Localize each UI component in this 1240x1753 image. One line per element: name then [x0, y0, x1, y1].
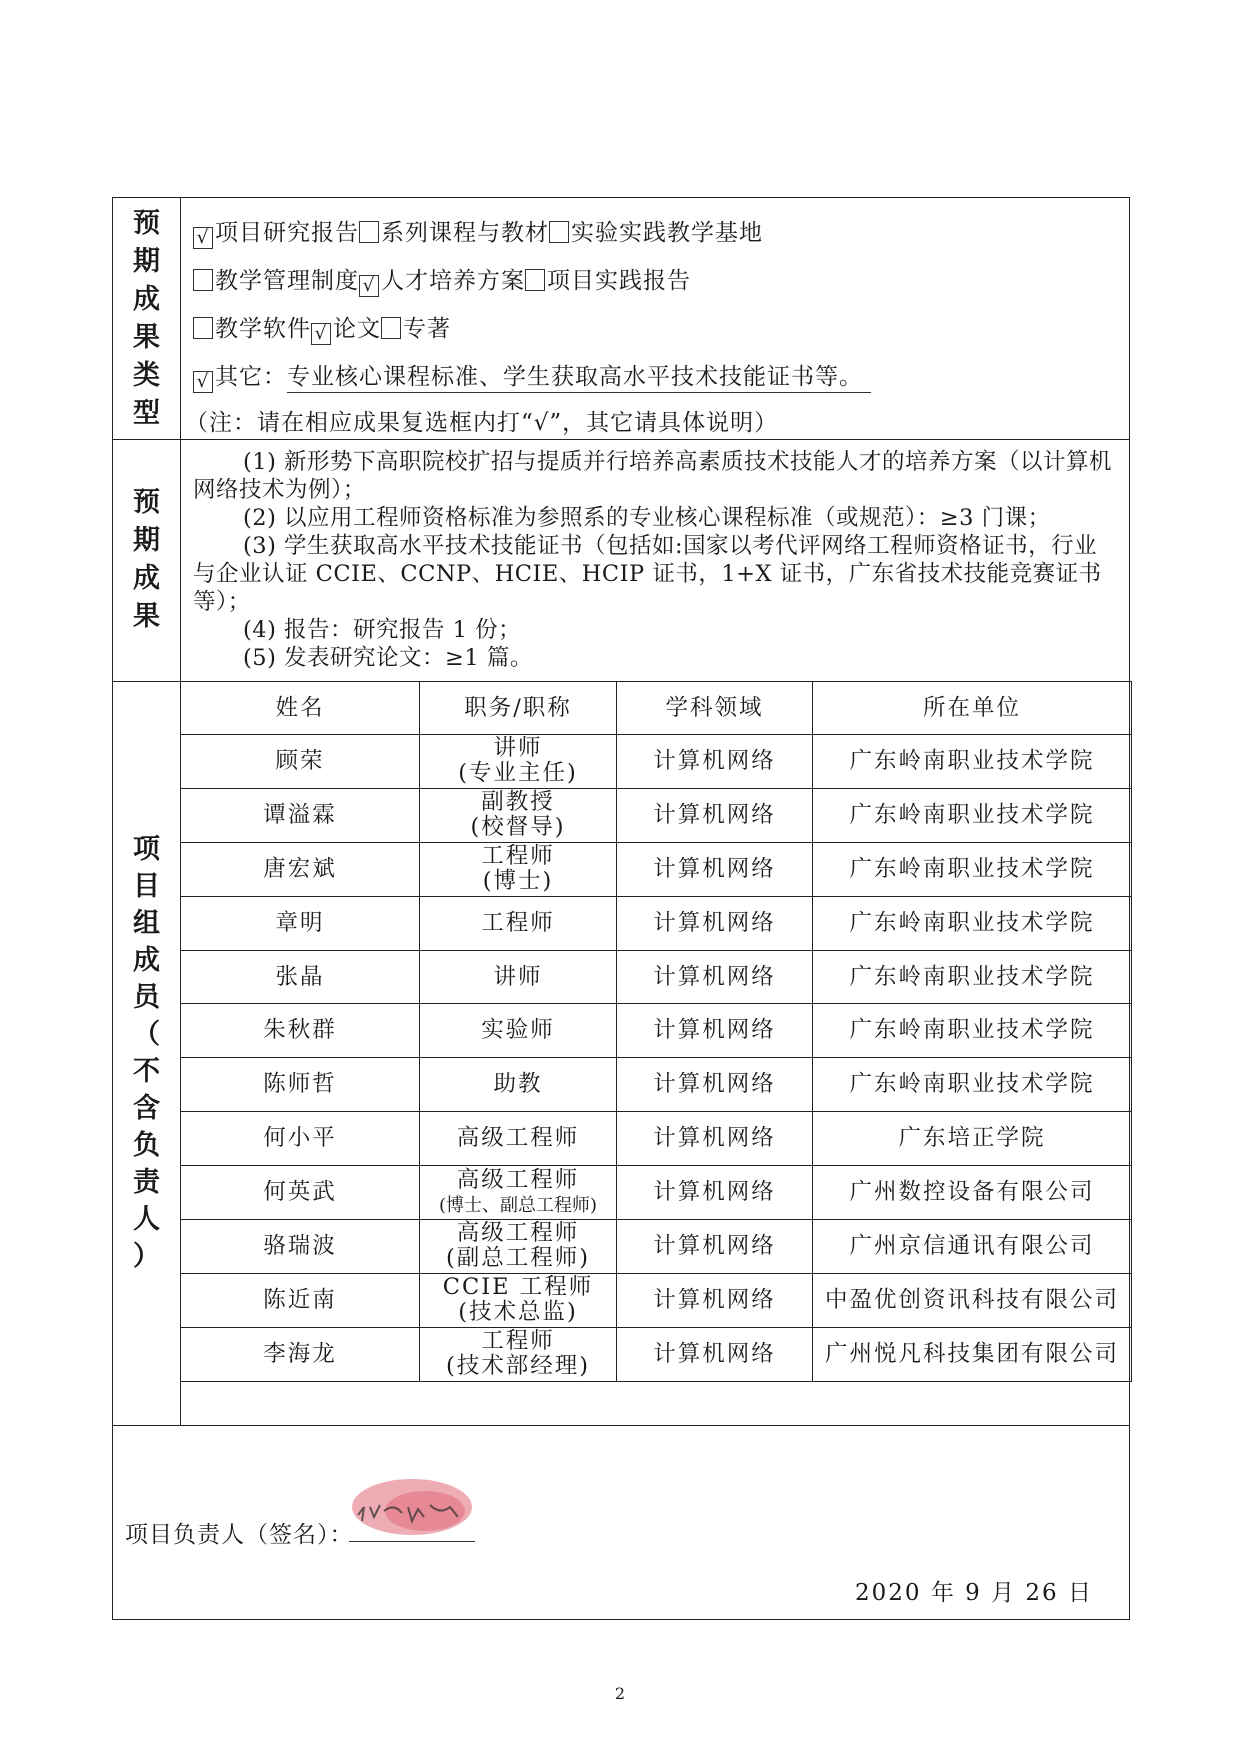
table-row — [181, 842, 1132, 896]
column-header: 姓名 — [181, 682, 420, 735]
member-field: 计算机网络 — [617, 1166, 813, 1220]
outcome-item: (2) 以应用工程师资格标准为参照系的专业核心课程标准（或规范）：≥3 门课； — [243, 505, 1051, 531]
signature-date: 2020 年 9 月 26 日 — [855, 1580, 1093, 1606]
label-char: 项 — [133, 834, 160, 865]
table-row — [181, 1058, 1132, 1112]
label-char: 责 — [133, 1167, 160, 1198]
member-name: 李海龙 — [181, 1327, 420, 1381]
check-note: （注：请在相应成果复选框内打“√”，其它请具体说明） — [185, 410, 779, 436]
member-field: 计算机网络 — [617, 1273, 813, 1327]
outcome-item: (1) 新形势下高职院校扩招与提质并行培养高素质技术技能人才的培养方案（以计算机网络技术为例）； — [193, 449, 1113, 503]
outcome-checkbox[interactable] — [359, 221, 379, 243]
outcome-checkbox[interactable]: √ — [193, 227, 213, 249]
member-unit: 中盈优创资讯科技有限公司 — [813, 1273, 1132, 1327]
section-divider — [113, 439, 1129, 440]
signature-line — [349, 1541, 475, 1542]
label-char: 期 — [133, 245, 160, 277]
label-char: （ — [133, 1019, 160, 1050]
outcome-checkbox[interactable] — [549, 221, 569, 243]
outcome-type-label — [113, 198, 180, 439]
outcome-option-label: 教学管理制度 — [215, 268, 359, 294]
outcome-option-label: 系列课程与教材 — [381, 220, 549, 246]
label-char: 成 — [133, 283, 160, 315]
column-header: 所在单位 — [813, 682, 1132, 735]
outcome-type-line-3 — [193, 310, 451, 345]
member-field: 计算机网络 — [617, 1112, 813, 1166]
member-unit: 广东岭南职业技术学院 — [813, 788, 1132, 842]
label-char: 类 — [133, 359, 160, 391]
outcomes-label — [113, 439, 180, 681]
member-title: 高级工程师 (博士、副总工程师) — [420, 1166, 617, 1220]
outcome-item: (5) 发表研究论文：≥1 篇。 — [243, 645, 533, 671]
outcome-checkbox[interactable]: √ — [311, 323, 331, 345]
label-char: 预 — [133, 207, 160, 239]
member-field: 计算机网络 — [617, 1220, 813, 1274]
label-char: 型 — [133, 397, 160, 429]
member-field: 计算机网络 — [617, 1058, 813, 1112]
member-name: 顾荣 — [181, 735, 420, 789]
member-name: 章明 — [181, 896, 420, 950]
member-name: 唐宏斌 — [181, 842, 420, 896]
label-char: 预 — [133, 487, 160, 518]
member-title: 实验师 — [420, 1004, 617, 1058]
member-unit: 广州数控设备有限公司 — [813, 1166, 1132, 1220]
member-field: 计算机网络 — [617, 1004, 813, 1058]
member-name: 何英武 — [181, 1166, 420, 1220]
member-unit: 广州悦凡科技集团有限公司 — [813, 1327, 1132, 1381]
member-name: 陈近南 — [181, 1273, 420, 1327]
member-name: 何小平 — [181, 1112, 420, 1166]
signature-stamp — [350, 1477, 475, 1537]
outcome-option-label: 人才培养方案 — [381, 268, 525, 294]
outcome-list — [193, 448, 1113, 672]
table-row — [181, 1220, 1132, 1274]
label-char: 员 — [133, 982, 160, 1013]
other-prefix: 其它： — [215, 364, 287, 390]
outcome-checkbox[interactable] — [381, 317, 401, 339]
member-field: 计算机网络 — [617, 950, 813, 1004]
label-char: 成 — [133, 945, 160, 976]
outcome-option-label: 项目实践报告 — [547, 268, 691, 294]
member-title: 讲师 (专业主任) — [420, 735, 617, 789]
member-title: 高级工程师 — [420, 1112, 617, 1166]
member-unit: 广东岭南职业技术学院 — [813, 842, 1132, 896]
outcome-option-label: 教学软件 — [215, 316, 311, 342]
label-char: 人 — [133, 1204, 160, 1235]
label-char: ） — [133, 1241, 160, 1272]
label-char: 成 — [133, 563, 160, 594]
label-char: 负 — [133, 1130, 160, 1161]
member-unit: 广东培正学院 — [813, 1112, 1132, 1166]
member-title: 副教授 (校督导) — [420, 788, 617, 842]
member-unit: 广东岭南职业技术学院 — [813, 950, 1132, 1004]
label-char: 目 — [133, 871, 160, 902]
table-row — [181, 735, 1132, 789]
label-char: 含 — [133, 1093, 160, 1124]
outcome-option-label: 专著 — [403, 316, 451, 342]
member-unit: 广州京信通讯有限公司 — [813, 1220, 1132, 1274]
other-description: 专业核心课程标准、学生获取高水平技术技能证书等。 — [287, 364, 863, 393]
table-row — [181, 1166, 1132, 1220]
member-name: 骆瑞波 — [181, 1220, 420, 1274]
outcome-option-label: 项目研究报告 — [215, 220, 359, 246]
table-row — [181, 1112, 1132, 1166]
table-row — [181, 1273, 1132, 1327]
outcome-option-label: 实验实践教学基地 — [571, 220, 763, 246]
table-row — [181, 788, 1132, 842]
member-name: 谭溢霖 — [181, 788, 420, 842]
outcome-checkbox[interactable] — [193, 269, 213, 291]
label-char: 期 — [133, 525, 160, 556]
member-field: 计算机网络 — [617, 788, 813, 842]
outcome-checkbox[interactable] — [525, 269, 545, 291]
column-header: 学科领域 — [617, 682, 813, 735]
label-char: 组 — [133, 908, 160, 939]
label-char: 果 — [133, 321, 160, 353]
member-unit: 广东岭南职业技术学院 — [813, 735, 1132, 789]
member-field: 计算机网络 — [617, 842, 813, 896]
member-title: 高级工程师 (副总工程师) — [420, 1220, 617, 1274]
outcome-type-line-2 — [193, 262, 691, 297]
member-name: 张晶 — [181, 950, 420, 1004]
column-header: 职务/职称 — [420, 682, 617, 735]
member-title: CCIE 工程师 (技术总监) — [420, 1273, 617, 1327]
label-char: 果 — [133, 601, 160, 632]
member-unit: 广东岭南职业技术学院 — [813, 1004, 1132, 1058]
table-row — [181, 1004, 1132, 1058]
table-row — [181, 1327, 1132, 1381]
other-checkbox[interactable]: √ — [193, 371, 213, 393]
outcome-type-other — [193, 358, 871, 393]
outcome-type-line-1 — [193, 214, 763, 249]
table-row — [181, 950, 1132, 1004]
member-name: 朱秋群 — [181, 1004, 420, 1058]
label-char: 不 — [133, 1056, 160, 1087]
member-field: 计算机网络 — [617, 735, 813, 789]
outcome-item: (4) 报告：研究报告 1 份； — [243, 617, 522, 643]
member-field: 计算机网络 — [617, 1327, 813, 1381]
members-header-row — [181, 682, 1132, 735]
page-number: 2 — [614, 1684, 626, 1703]
member-title: 助教 — [420, 1058, 617, 1112]
member-field: 计算机网络 — [617, 896, 813, 950]
member-title: 工程师 — [420, 896, 617, 950]
member-name: 陈师哲 — [181, 1058, 420, 1112]
outcome-checkbox[interactable]: √ — [359, 275, 379, 297]
member-unit: 广东岭南职业技术学院 — [813, 1058, 1132, 1112]
members-section — [113, 681, 1131, 1425]
member-unit: 广东岭南职业技术学院 — [813, 896, 1132, 950]
member-title: 工程师 (技术部经理) — [420, 1327, 617, 1381]
signature-label: 项目负责人（签名）： — [125, 1522, 354, 1548]
member-title: 讲师 — [420, 950, 617, 1004]
outcome-checkbox[interactable] — [193, 317, 213, 339]
outcome-item: (3) 学生获取高水平技术技能证书（包括如:国家以考代评网络工程师资格证书，行业与企业认证 CCIE、CCNP、HCIE、HCIP 证书，1+X 证书，广东省技术技能竞赛证书等）； — [193, 533, 1102, 615]
application-form-page — [112, 197, 1130, 1620]
section-divider — [113, 1425, 1129, 1426]
member-title: 工程师 (博士) — [420, 842, 617, 896]
outcome-option-label: 论文 — [333, 316, 381, 342]
table-row — [181, 896, 1132, 950]
members-table — [180, 681, 1132, 1382]
